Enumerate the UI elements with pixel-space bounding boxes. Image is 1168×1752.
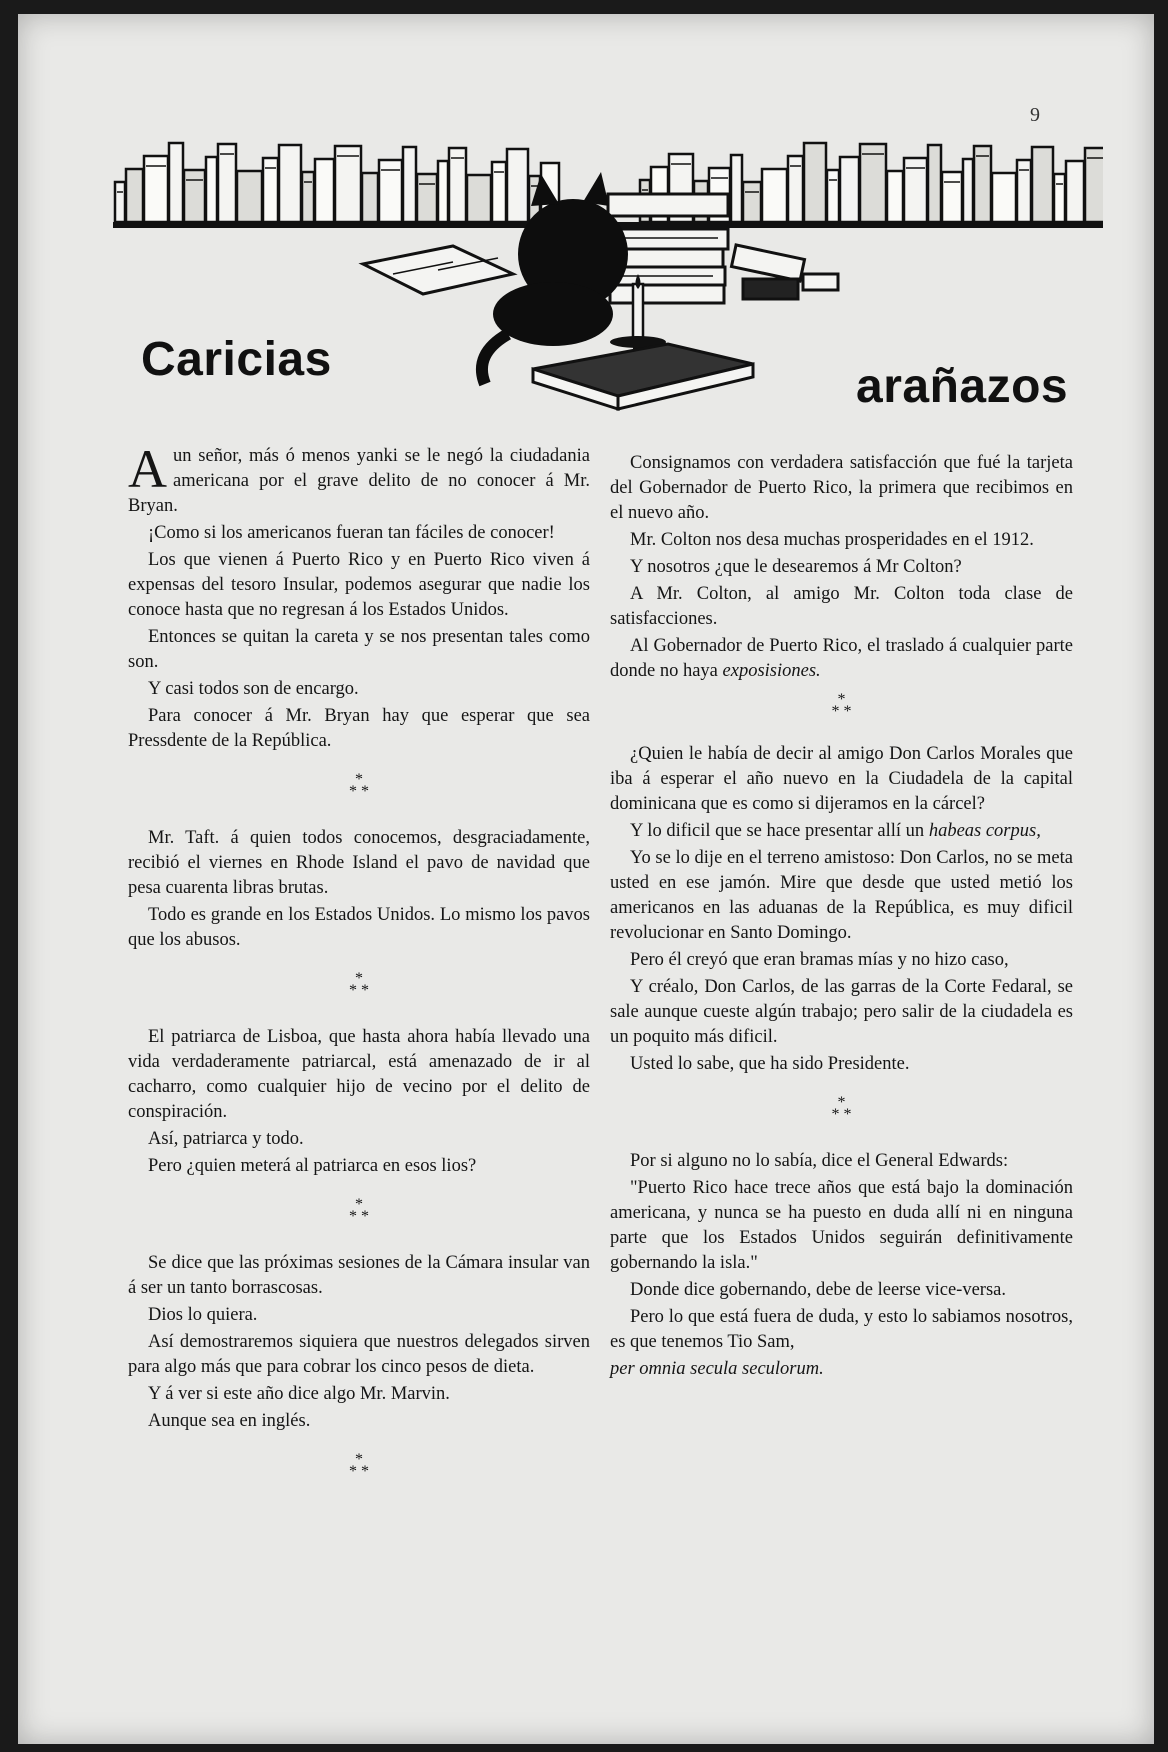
book-spine [731,155,742,222]
book-spine [115,182,125,222]
paragraph: Consignamos con verdadera satisfacción que fué la tarjeta del Gobernador de Puerto Rico, la primera que recibimos en el nuevo año. [610,453,1073,523]
paragraph: Pero él creyó que eran bramas mías y no hizo caso, [630,950,1009,970]
book-spine [438,161,448,222]
book-spine [942,172,962,222]
book-spine [804,143,826,222]
book-spine [206,157,217,222]
book-spine [335,146,361,222]
asterism-separator: * * * [349,1196,369,1225]
italic-text: habeas corpus, [928,821,1041,841]
paragraph: ¿Quien le había de decir al amigo Don Carlos Morales que iba á esperar el año nuevo en la Ciudadela de la capital dominicana que es como si dijeramos en la cárcel? [610,744,1073,814]
italic-text: exposisiones. [722,661,821,681]
book-spine [743,182,761,222]
paragraph: Y casi todos son de encargo. [148,679,359,699]
book-spine [417,174,437,222]
asterism-separator: * * * [831,1094,852,1123]
paragraph: Mr. Colton nos desa muchas prosperidades en el 1912. [630,530,1034,550]
paragraph: Los que vienen á Puerto Rico y en Puerto Rico viven á expensas del tesoro Insular, podemos asegurar que nadie los conoce hasta que no regresan á los Estados Unidos. [128,550,590,620]
paragraph-text: Al Gobernador de Puerto Rico, el traslado á cualquier parte donde no haya [610,636,1073,681]
book-spine [762,169,787,222]
book-spine [928,145,941,222]
paragraph: Así, patriarca y todo. [148,1129,304,1149]
book-spine [169,143,183,222]
paragraph: Se dice que las próximas sesiones de la Cámara insular van á ser un tanto borrascosas. [128,1253,590,1298]
asterism-separator: * * * [349,771,369,800]
book-spine [507,149,528,222]
drop-cap: A [128,439,167,499]
book-spine [974,146,991,222]
book-spine [279,145,301,222]
book-spine [403,147,416,222]
paragraph: ¡Como si los americanos fueran tan fáciles de conocer! [148,523,555,543]
book-spine [362,173,378,222]
book-spine [827,170,839,222]
paragraph [610,634,1073,684]
paragraph: Pero lo que está fuera de duda, y esto lo sabiamos nosotros, es que tenemos Tio Sam, [610,1307,1073,1352]
paragraph: El patriarca de Lisboa, que hasta ahora había llevado una vida verdaderamente patriarcal, está amenazado de ir al cacharro, como cualquier hijo de vecino por el delito de conspiración. [128,1027,590,1122]
paragraph: Yo se lo dije en el terreno amistoso: Don Carlos, no se meta usted en ese jamón. Mire que desde que usted metió los americanos en las aduanas de la República, es muy dificil revolucionar en Santo Domingo. [610,848,1073,943]
book-spine [184,170,205,222]
book-spine [315,159,334,222]
scattered-books [731,245,838,299]
paragraph: Aunque sea en inglés. [148,1411,311,1431]
paragraph: Así demostraremos siquiera que nuestros delegados sirven para algo más que para cobrar los cinco pesos de dieta. [128,1332,590,1377]
paragraph [610,819,1073,844]
italic-line: per omnia secula seculorum. [610,1359,824,1379]
paragraph: Todo es grande en los Estados Unidos. Lo mismo los pavos que los abusos. [128,905,590,950]
left-column [128,439,590,1506]
book-spine [887,171,903,222]
paragraph: Por si alguno no lo sabía, dice el General Edwards: [630,1151,1009,1171]
book-spine [492,162,506,222]
title-caricias: Caricias [141,333,332,386]
paragraph: Usted lo sabe, que ha sido Presidente. [630,1054,910,1074]
paragraph: Dios lo quiera. [148,1305,258,1325]
asterism-separator: * * * [831,691,852,720]
book-spine [237,171,262,222]
book-spine [963,159,973,222]
book-spine [1032,147,1053,222]
page-number: 9 [1030,104,1040,126]
book-spine [218,144,236,222]
title-aranazos: arañazos [856,360,1069,413]
bottom-book [533,344,753,409]
paragraph-text: un señor, más ó menos yanki se le negó la ciudadania americana por el grave delito de no conocer á Mr. Bryan. [128,446,590,516]
book-spine [1066,161,1084,222]
book-spine [1054,174,1065,222]
paragraph: "Puerto Rico hace trece años que está bajo la dominación americana, y nunca se ha puesto en duda allí ni en ninguna parte que los Estados Unidos seguirán definitivamente gobernando la isla." [610,1178,1073,1273]
paragraph: Donde dice gobernando, debe de leerse vice-versa. [630,1280,1006,1300]
book-spine [992,173,1016,222]
open-book [363,246,513,294]
book-spine [302,172,314,222]
paragraph: Pero ¿quien meterá al patriarca en esos lios? [148,1156,477,1176]
right-column [610,451,1073,1384]
paragraph: Entonces se quitan la careta y se nos presentan tales como son. [128,627,590,672]
book-spine [126,169,143,222]
book-spine [467,175,491,222]
book-spine [860,144,886,222]
paragraph-text: Y lo dificil que se hace presentar allí un [630,821,929,841]
asterism-separator: * * * [349,970,369,999]
paragraph [128,439,590,519]
paragraph: Mr. Taft. á quien todos conocemos, desgraciadamente, recibió el viernes en Rhode Island el pavo de navidad que pesa cuarenta libras brutas. [128,828,590,898]
paragraph: Y nosotros ¿que le desearemos á Mr Colton? [630,557,962,577]
book-spine [449,148,466,222]
paragraph: Y á ver si este año dice algo Mr. Marvin. [148,1384,450,1404]
book-spine [840,157,859,222]
paragraph: Para conocer á Mr. Bryan hay que esperar que sea Pressdente de la República. [128,706,590,751]
paragraph: Y créalo, Don Carlos, de las garras de la Corte Fedaral, se sale aunque cueste algún trabajo; pero salir de la ciudadela es un poquito más dificil. [610,977,1073,1047]
magazine-page [18,14,1154,1744]
book-spine [1085,148,1103,222]
paragraph: A Mr. Colton, al amigo Mr. Colton toda clase de satisfacciones. [610,584,1073,629]
asterism-separator: * * * [349,1451,369,1480]
